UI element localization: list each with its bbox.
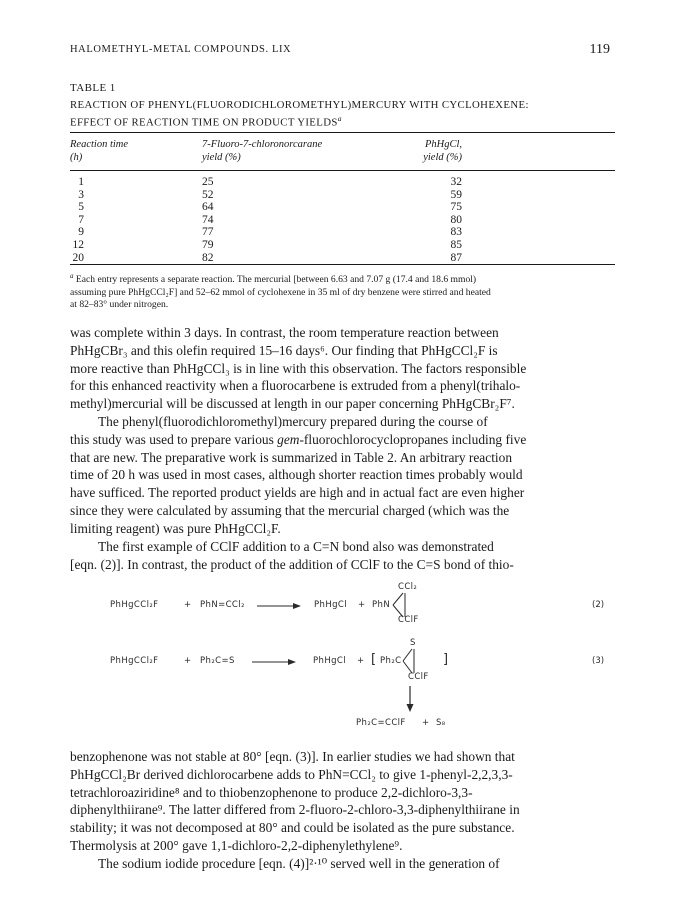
- eq3-final-sulfur: S₈: [436, 718, 446, 728]
- cell-norcarane-yield: 82: [202, 251, 214, 264]
- paragraph-2-line-5: have sufficed. The reported product yields are high and in actual fact are even higher: [70, 485, 525, 501]
- table-label: TABLE 1: [70, 82, 116, 94]
- table-title-line-2-text: EFFECT OF REACTION TIME ON PRODUCT YIELDS: [70, 116, 338, 129]
- paragraph-3: [70, 538, 615, 574]
- header-phhgcl-yield-line2: yield (%): [423, 152, 462, 163]
- paragraph-2-line-3: that are new. The preparative work is summarized in Table 2. An arbitrary reaction: [70, 449, 513, 465]
- eq3-down-arrow-icon: [405, 686, 415, 712]
- paragraph-2-line-2: this study was used to prepare various gem-fluorochlorocyclopropanes including five: [70, 431, 527, 447]
- eq3-ring-top-atom: S: [410, 638, 416, 648]
- header-reaction-time-line2: (h): [70, 152, 83, 163]
- table-bottom-rule: [70, 264, 615, 265]
- paragraph-4-line-2: PhHgCCl₂Br derived dichlorocarbene adds to PhN=CCl₂ to give 1-phenyl-2,2,3,3-: [70, 766, 513, 782]
- running-head: [70, 44, 610, 62]
- table-top-rule: [70, 132, 615, 133]
- table-title-footnote-marker: a: [337, 114, 342, 123]
- paragraph-3-line-1: The first example of CClF addition to a C=N bond also was demonstrated: [98, 539, 494, 554]
- paragraph-5: [70, 855, 615, 873]
- eq2-number: (2): [592, 600, 605, 610]
- paragraph-3-line-2: [eqn. (2)]. In contrast, the product of the addition of CClF to the C=S bond of thio-: [70, 556, 514, 572]
- paragraph-4-line-6: Thermolysis at 200° gave 1,1-dichloro-2,2-diphenylethylene⁹.: [70, 837, 403, 853]
- footnote-line-1-text: Each entry represents a separate reaction. The mercurial [between 6.63 and 7.07 g (17.4 and 18.6 mmol): [75, 274, 477, 286]
- paragraph-1-line-1: was complete within 3 days. In contrast, the room temperature reaction between: [70, 325, 499, 340]
- paragraph-1: [70, 324, 615, 413]
- eq3-plus-2: +: [357, 656, 365, 666]
- cell-reaction-time: 7: [78, 213, 84, 226]
- eq3-number: (3): [592, 656, 605, 666]
- eq3-reactant-2: Ph₂C=S: [200, 656, 235, 666]
- cell-phhgcl-yield: 32: [450, 176, 462, 188]
- eq3-ring-bottom-atom: CClF: [408, 672, 429, 682]
- cell-reaction-time: 9: [78, 226, 84, 239]
- cell-reaction-time: 20: [72, 251, 84, 264]
- cell-norcarane-yield: 74: [202, 213, 214, 226]
- paragraph-1-line-3: more reactive than PhHgCCl₃ is in line with this observation. The factors responsible: [70, 360, 527, 376]
- eq2-product-2-prefix: PhN: [372, 600, 391, 610]
- page-number: 119: [589, 42, 610, 57]
- header-phhgcl-yield: [400, 138, 462, 164]
- eq2-ring-top-atom: CCl₂: [398, 582, 418, 592]
- cell-norcarane-yield: 79: [202, 239, 214, 251]
- paragraph-2: [70, 413, 615, 538]
- paragraph-4: [70, 748, 615, 855]
- eq3-plus-1: +: [184, 656, 192, 666]
- cell-reaction-time: 3: [78, 188, 84, 201]
- eq3-bracket-open: [: [371, 652, 377, 667]
- cell-norcarane-yield: 52: [202, 188, 214, 201]
- table-title-line-1: REACTION OF PHENYL(FLUORODICHLOROMETHYL)MERCURY WITH CYCLOHEXENE:: [70, 99, 529, 111]
- footnote-line-1: [70, 270, 615, 287]
- eq2-ring-bottom-atom: CClF: [398, 615, 419, 625]
- cell-phhgcl-yield: 80: [450, 213, 462, 226]
- eq2-reactant-2: PhN=CCl₂: [200, 600, 245, 610]
- header-reaction-time-line1: Reaction time: [70, 139, 129, 150]
- header-norcarane-yield: [202, 138, 322, 164]
- eq3-final-plus: +: [422, 718, 430, 728]
- cell-norcarane-yield: 25: [202, 176, 214, 188]
- header-reaction-time: [70, 138, 128, 164]
- cell-phhgcl-yield: 85: [450, 239, 462, 251]
- paragraph-4-line-4: diphenylthiirane⁹. The latter differed from 2-fluoro-2-chloro-3,3-diphenylthiirane in: [70, 802, 520, 818]
- footnote-line-2: assuming pure PhHgCCl₂F] and 52–62 mmol of cyclohexene in 35 ml of dry benzene were stirred and heated: [70, 286, 491, 298]
- eq3-reactant-1: PhHgCCl₂F: [110, 656, 159, 666]
- cell-norcarane-yield: 77: [202, 226, 214, 239]
- eq3-reaction-arrow-icon: [252, 657, 296, 667]
- paragraph-1-line-5: methyl)mercurial will be discussed at length in our paper concerning PhHgCBr₂F⁷.: [70, 396, 515, 412]
- header-norcarane-yield-line2: yield (%): [202, 152, 241, 163]
- table-title-line-2: [70, 112, 615, 130]
- cell-reaction-time: 12: [72, 239, 84, 251]
- cell-norcarane-yield: 64: [202, 201, 214, 214]
- cell-reaction-time: 5: [78, 201, 84, 214]
- paragraph-5-line-1: The sodium iodide procedure [eqn. (4)]²·¹⁰ served well in the generation of: [98, 856, 500, 871]
- header-phhgcl-yield-line1: PhHgCl,: [424, 139, 462, 150]
- eq2-plus-1: +: [184, 600, 192, 610]
- paragraph-2-line-6: since they were calculated by assuming that the mercurial charged (which was the: [70, 502, 510, 518]
- eq2-reaction-arrow-icon: [257, 601, 301, 611]
- paragraph-4-line-5: stability; it was not decomposed at 80° and could be isolated as the pure substance.: [70, 820, 515, 836]
- table-title: [70, 98, 615, 130]
- cell-phhgcl-yield: 87: [450, 251, 462, 264]
- paragraph-4-line-1: benzophenone was not stable at 80° [eqn. (3)]. In earlier studies we had shown that: [70, 749, 515, 764]
- paragraph-4-line-3: tetrachloroaziridine⁸ and to thiobenzophenone to produce 2,2-dichloro-3,3-: [70, 784, 473, 800]
- eq3-final-product: Ph₂C=CClF: [356, 718, 406, 728]
- paragraph-1-line-2: PhHgCBr₃ and this olefin required 15–16 days⁶. Our finding that PhHgCCl₂F is: [70, 342, 498, 358]
- eq3-bracket-close: ]: [443, 652, 449, 667]
- eq2-reactant-1: PhHgCCl₂F: [110, 600, 159, 610]
- paragraph-2-line-4: time of 20 h was used in most cases, although shorter reaction times probably would: [70, 467, 523, 483]
- yield-table: [70, 130, 615, 262]
- table-footnote: [70, 270, 615, 311]
- paragraph-2-line-1: The phenyl(fluorodichloromethyl)mercury prepared during the course of: [98, 414, 488, 429]
- cell-phhgcl-yield: 75: [450, 201, 462, 214]
- running-title: HALOMETHYL-METAL COMPOUNDS. LIX: [70, 44, 292, 55]
- paragraph-1-line-4: for this enhanced reactivity when a fluorocarbene is extruded from a phenyl(trihalo-: [70, 378, 521, 394]
- cell-reaction-time: 1: [78, 176, 84, 188]
- eq2-plus-2: +: [358, 600, 366, 610]
- header-norcarane-yield-line1: 7-Fluoro-7-chloronorcarane: [202, 139, 323, 150]
- cell-phhgcl-yield: 83: [450, 226, 462, 239]
- table-header-rule: [70, 170, 615, 171]
- footnote-line-3: at 82–83° under nitrogen.: [70, 299, 169, 310]
- thiirane-ring-bonds-icon: [403, 646, 419, 676]
- eq3-product-1: PhHgCl: [313, 656, 346, 666]
- aziridine-ring-bonds-icon: [393, 590, 409, 620]
- eq2-product-1: PhHgCl: [314, 600, 347, 610]
- cell-phhgcl-yield: 59: [450, 188, 462, 201]
- eq3-product-2-prefix: Ph₂C: [380, 656, 402, 666]
- footnote-marker: a: [70, 272, 74, 280]
- paragraph-2-line-7: limiting reagent) was pure PhHgCCl₂F.: [70, 520, 281, 536]
